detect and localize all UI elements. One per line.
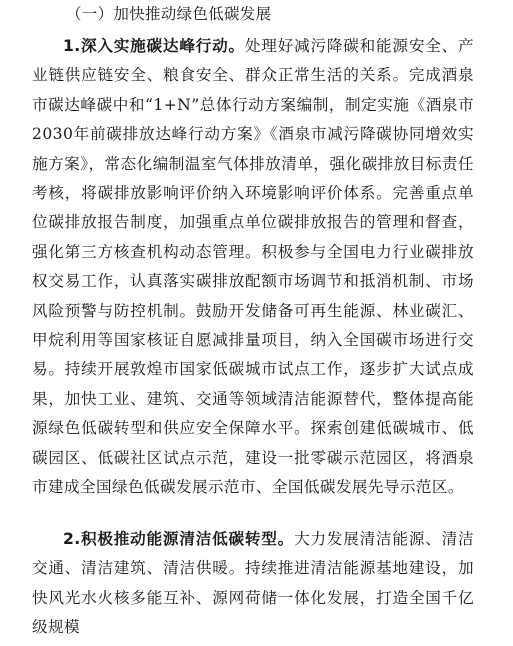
paragraph-energy-transition [32,525,474,643]
paragraph-carbon-peak [32,32,474,503]
paragraph-lead: 1.深入实施碳达峰行动。 [63,37,245,55]
paragraph-body: 处理好减污降碳和能源安全、产业链供应链安全、粮食安全、群众正常生活的关系。完成酒泉市碳达峰碳中和“1+N”总体行动方案编制，制定实施《酒泉市2030年前碳排放达峰行动方案》《酒泉市减污降碳协同增效实施方案》，常态化编制温室气体排放清单，强化碳排放目标责任考核，将碳排放影响评价纳入环境影响评价体系。完善重点单位碳排放报告制度，加强重点单位碳排放报告的管理和督查，强化第三方核查机构动态管理。积极参与全国电力行业碳排放权交易工作，认真落实碳排放配额市场调节和抵消机制、市场风险预警与防控机制。鼓励开发储备可再生能源、林业碳汇、甲烷利用等国家核证自愿减排量项目，纳入全国碳市场进行交易。持续开展敦煌市国家低碳城市试点工作，逐步扩大试点成果，加快工业、建筑、交通等领域清洁能源替代，整体提高能源绿色低碳转型和供应安全保障水平。探索创建低碳城市、低碳园区、低碳社区试点示范，建设一批零碳示范园区，将酒泉市建成全国绿色低碳发展示范市、全国低碳发展先导示范区。 [32,37,474,497]
paragraph-body: 大力发展清洁能源、清洁交通、清洁建筑、清洁供暖。持续推进清洁能源基地建设，加快风光水火核多能互补、源网荷储一体化发展，打造全国千亿级规模 [32,530,474,637]
paragraph-lead: 2.积极推动能源清洁低碳转型。 [63,530,295,548]
section-heading: （一）加快推动绿色低碳发展 [66,5,272,23]
